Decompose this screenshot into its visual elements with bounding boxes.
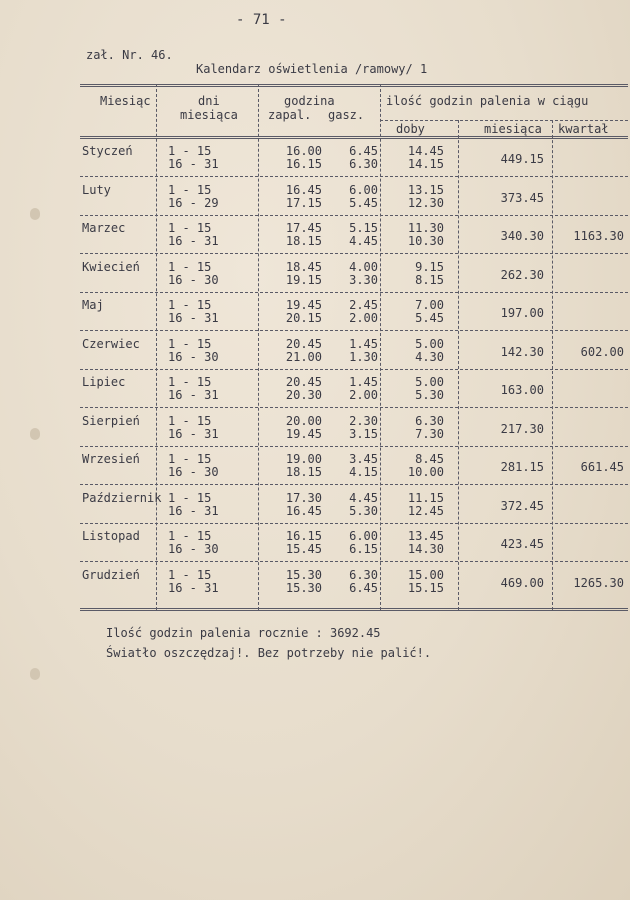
binder-hole xyxy=(30,428,40,440)
hours-per-day: 12.45 xyxy=(407,503,444,518)
off-time: 1.45 xyxy=(349,336,378,351)
saving-note: Światło oszczędzaj!. Bez potrzeby nie palić!. xyxy=(106,646,432,660)
month-name: Listopad xyxy=(82,529,140,543)
off-time: 6.15 xyxy=(349,542,378,556)
off-time: 4.15 xyxy=(349,465,378,479)
month-name: Kwiecień xyxy=(82,259,140,274)
hours-per-quarter: 602.00 xyxy=(580,344,624,359)
month-name: Maj xyxy=(82,298,104,312)
header-hour-off: gasz. xyxy=(328,108,365,122)
hours-per-day: 7.30 xyxy=(415,426,444,441)
hours-per-month: 423.45 xyxy=(500,537,544,551)
off-time: 4.45 xyxy=(349,234,378,248)
days-range: 16 - 31 xyxy=(168,503,219,518)
hours-per-day: 12.30 xyxy=(407,195,444,210)
lighting-time: 17.45 xyxy=(285,221,322,235)
hours-per-day: 15.15 xyxy=(407,580,444,595)
hours-per-month: 217.30 xyxy=(500,421,544,436)
off-time: 3.30 xyxy=(349,272,378,287)
hours-per-day: 14.45 xyxy=(407,144,444,158)
row-divider xyxy=(80,407,628,408)
lighting-time: 20.45 xyxy=(285,375,322,389)
lighting-time: 16.15 xyxy=(285,157,322,171)
month-name: Styczeń xyxy=(82,144,133,158)
hours-per-day: 14.30 xyxy=(407,542,444,556)
off-time: 6.30 xyxy=(349,157,378,171)
hours-per-quarter: 661.45 xyxy=(580,460,624,474)
off-time: 5.15 xyxy=(349,221,378,235)
table-bottom-rule xyxy=(80,608,628,611)
days-range: 16 - 31 xyxy=(168,580,219,595)
hours-per-day: 9.15 xyxy=(415,259,444,274)
hours-per-quarter: 1265.30 xyxy=(573,575,624,590)
days-range: 1 - 15 xyxy=(168,336,212,351)
days-range: 1 - 15 xyxy=(168,529,212,543)
header-per-quarter: kwartał xyxy=(558,122,609,136)
header-subdivider xyxy=(380,120,628,121)
binder-hole xyxy=(30,208,40,220)
lighting-time: 17.30 xyxy=(285,490,322,505)
hours-per-day: 7.00 xyxy=(415,298,444,312)
header-hour-light: zapal. xyxy=(268,108,312,122)
hours-per-day: 4.30 xyxy=(415,349,444,364)
row-divider xyxy=(80,253,628,254)
days-range: 1 - 15 xyxy=(168,298,212,312)
days-range: 16 - 30 xyxy=(168,272,219,287)
off-time: 5.30 xyxy=(349,503,378,518)
days-range: 16 - 29 xyxy=(168,195,219,210)
hours-per-month: 372.45 xyxy=(500,498,544,513)
column-divider-month xyxy=(156,84,157,610)
days-range: 16 - 31 xyxy=(168,388,219,402)
month-name: Czerwiec xyxy=(82,336,140,351)
hours-per-month: 340.30 xyxy=(500,229,544,243)
days-range: 1 - 15 xyxy=(168,490,212,505)
off-time: 6.45 xyxy=(349,580,378,595)
header-month: Miesiąc xyxy=(100,94,151,108)
days-range: 16 - 30 xyxy=(168,465,219,479)
days-range: 1 - 15 xyxy=(168,221,212,235)
lighting-time: 19.45 xyxy=(285,426,322,441)
days-range: 1 - 15 xyxy=(168,413,212,428)
row-divider xyxy=(80,176,628,177)
days-range: 1 - 15 xyxy=(168,567,212,582)
lighting-time: 19.00 xyxy=(285,452,322,466)
header-hour: godzina xyxy=(284,94,335,108)
hours-per-month: 262.30 xyxy=(500,267,544,282)
month-name: Sierpień xyxy=(82,413,140,428)
hours-per-day: 10.00 xyxy=(407,465,444,479)
hours-per-day: 13.45 xyxy=(407,529,444,543)
hours-per-day: 13.15 xyxy=(407,182,444,197)
hours-per-day: 5.30 xyxy=(415,388,444,402)
lighting-time: 21.00 xyxy=(285,349,322,364)
row-divider xyxy=(80,561,628,562)
off-time: 2.30 xyxy=(349,413,378,428)
month-name: Luty xyxy=(82,182,111,197)
header-days-line2: miesiąca xyxy=(180,108,238,122)
days-range: 16 - 30 xyxy=(168,349,219,364)
month-name: Grudzień xyxy=(82,567,140,582)
row-divider xyxy=(80,484,628,485)
hours-per-day: 6.30 xyxy=(415,413,444,428)
hours-per-month: 142.30 xyxy=(500,344,544,359)
lighting-time: 16.15 xyxy=(285,529,322,543)
off-time: 3.45 xyxy=(349,452,378,466)
column-divider-day xyxy=(458,120,459,610)
month-name: Lipiec xyxy=(82,375,126,389)
off-time: 6.00 xyxy=(349,529,378,543)
off-time: 1.30 xyxy=(349,349,378,364)
binder-hole xyxy=(30,668,40,680)
days-range: 16 - 31 xyxy=(168,234,219,248)
days-range: 16 - 30 xyxy=(168,542,219,556)
lighting-time: 20.00 xyxy=(285,413,322,428)
row-divider xyxy=(80,330,628,331)
off-time: 6.30 xyxy=(349,567,378,582)
lighting-time: 15.30 xyxy=(285,580,322,595)
hours-per-day: 5.00 xyxy=(415,375,444,389)
lighting-time: 15.30 xyxy=(285,567,322,582)
hours-per-day: 11.30 xyxy=(407,221,444,235)
hours-per-month: 281.15 xyxy=(500,460,544,474)
lighting-time: 18.45 xyxy=(285,259,322,274)
month-name: Wrzesień xyxy=(82,452,140,466)
hours-per-month: 449.15 xyxy=(500,152,544,166)
column-divider-days xyxy=(258,84,259,610)
off-time: 6.00 xyxy=(349,182,378,197)
hours-per-day: 11.15 xyxy=(407,490,444,505)
days-range: 1 - 15 xyxy=(168,452,212,466)
hours-per-month: 197.00 xyxy=(500,306,544,320)
days-range: 1 - 15 xyxy=(168,375,212,389)
off-time: 2.00 xyxy=(349,388,378,402)
row-divider xyxy=(80,369,628,370)
days-range: 16 - 31 xyxy=(168,426,219,441)
days-range: 16 - 31 xyxy=(168,157,219,171)
row-divider xyxy=(80,446,628,447)
lighting-time: 20.15 xyxy=(285,311,322,325)
lighting-time: 20.30 xyxy=(285,388,322,402)
lighting-calendar-table xyxy=(80,84,628,614)
lighting-time: 18.15 xyxy=(285,465,322,479)
column-divider-hours xyxy=(380,84,381,610)
month-name: Październik xyxy=(82,490,162,505)
lighting-time: 19.15 xyxy=(285,272,322,287)
off-time: 2.45 xyxy=(349,298,378,312)
header-days-line1: dni xyxy=(198,94,220,108)
row-divider xyxy=(80,292,628,293)
off-time: 4.45 xyxy=(349,490,378,505)
hours-per-day: 8.45 xyxy=(415,452,444,466)
hours-per-month: 469.00 xyxy=(500,575,544,590)
off-time: 4.00 xyxy=(349,259,378,274)
off-time: 5.45 xyxy=(349,195,378,210)
hours-per-day: 8.15 xyxy=(415,272,444,287)
days-range: 1 - 15 xyxy=(168,144,212,158)
row-divider xyxy=(80,523,628,524)
days-range: 16 - 31 xyxy=(168,311,219,325)
lighting-time: 16.45 xyxy=(285,182,322,197)
days-range: 1 - 15 xyxy=(168,259,212,274)
document-title: Kalendarz oświetlenia /ramowy/ 1 xyxy=(196,62,428,76)
lighting-time: 16.45 xyxy=(285,503,322,518)
annual-total: Ilość godzin palenia rocznie : 3692.45 xyxy=(106,626,381,640)
hours-per-day: 10.30 xyxy=(407,234,444,248)
hours-per-day: 15.00 xyxy=(407,567,444,582)
table-top-rule xyxy=(80,84,628,87)
lighting-time: 17.15 xyxy=(285,195,322,210)
days-range: 1 - 15 xyxy=(168,182,212,197)
off-time: 3.15 xyxy=(349,426,378,441)
off-time: 6.45 xyxy=(349,144,378,158)
hours-per-day: 14.15 xyxy=(407,157,444,171)
off-time: 1.45 xyxy=(349,375,378,389)
lighting-time: 15.45 xyxy=(285,542,322,556)
lighting-time: 16.00 xyxy=(285,144,322,158)
reference-number: zał. Nr. 46. xyxy=(86,48,173,62)
column-divider-month-total xyxy=(552,120,553,610)
header-burning-hours: ilość godzin palenia w ciągu xyxy=(386,94,589,108)
header-bottom-rule xyxy=(80,136,628,139)
month-name: Marzec xyxy=(82,221,126,235)
header-per-day: doby xyxy=(396,122,425,136)
page-number: - 71 - xyxy=(236,12,287,28)
header-per-month: miesiąca xyxy=(484,122,542,136)
lighting-time: 18.15 xyxy=(285,234,322,248)
hours-per-quarter: 1163.30 xyxy=(573,229,624,243)
hours-per-month: 163.00 xyxy=(500,383,544,397)
off-time: 2.00 xyxy=(349,311,378,325)
lighting-time: 19.45 xyxy=(285,298,322,312)
hours-per-month: 373.45 xyxy=(500,190,544,205)
hours-per-day: 5.00 xyxy=(415,336,444,351)
row-divider xyxy=(80,215,628,216)
lighting-time: 20.45 xyxy=(285,336,322,351)
hours-per-day: 5.45 xyxy=(415,311,444,325)
